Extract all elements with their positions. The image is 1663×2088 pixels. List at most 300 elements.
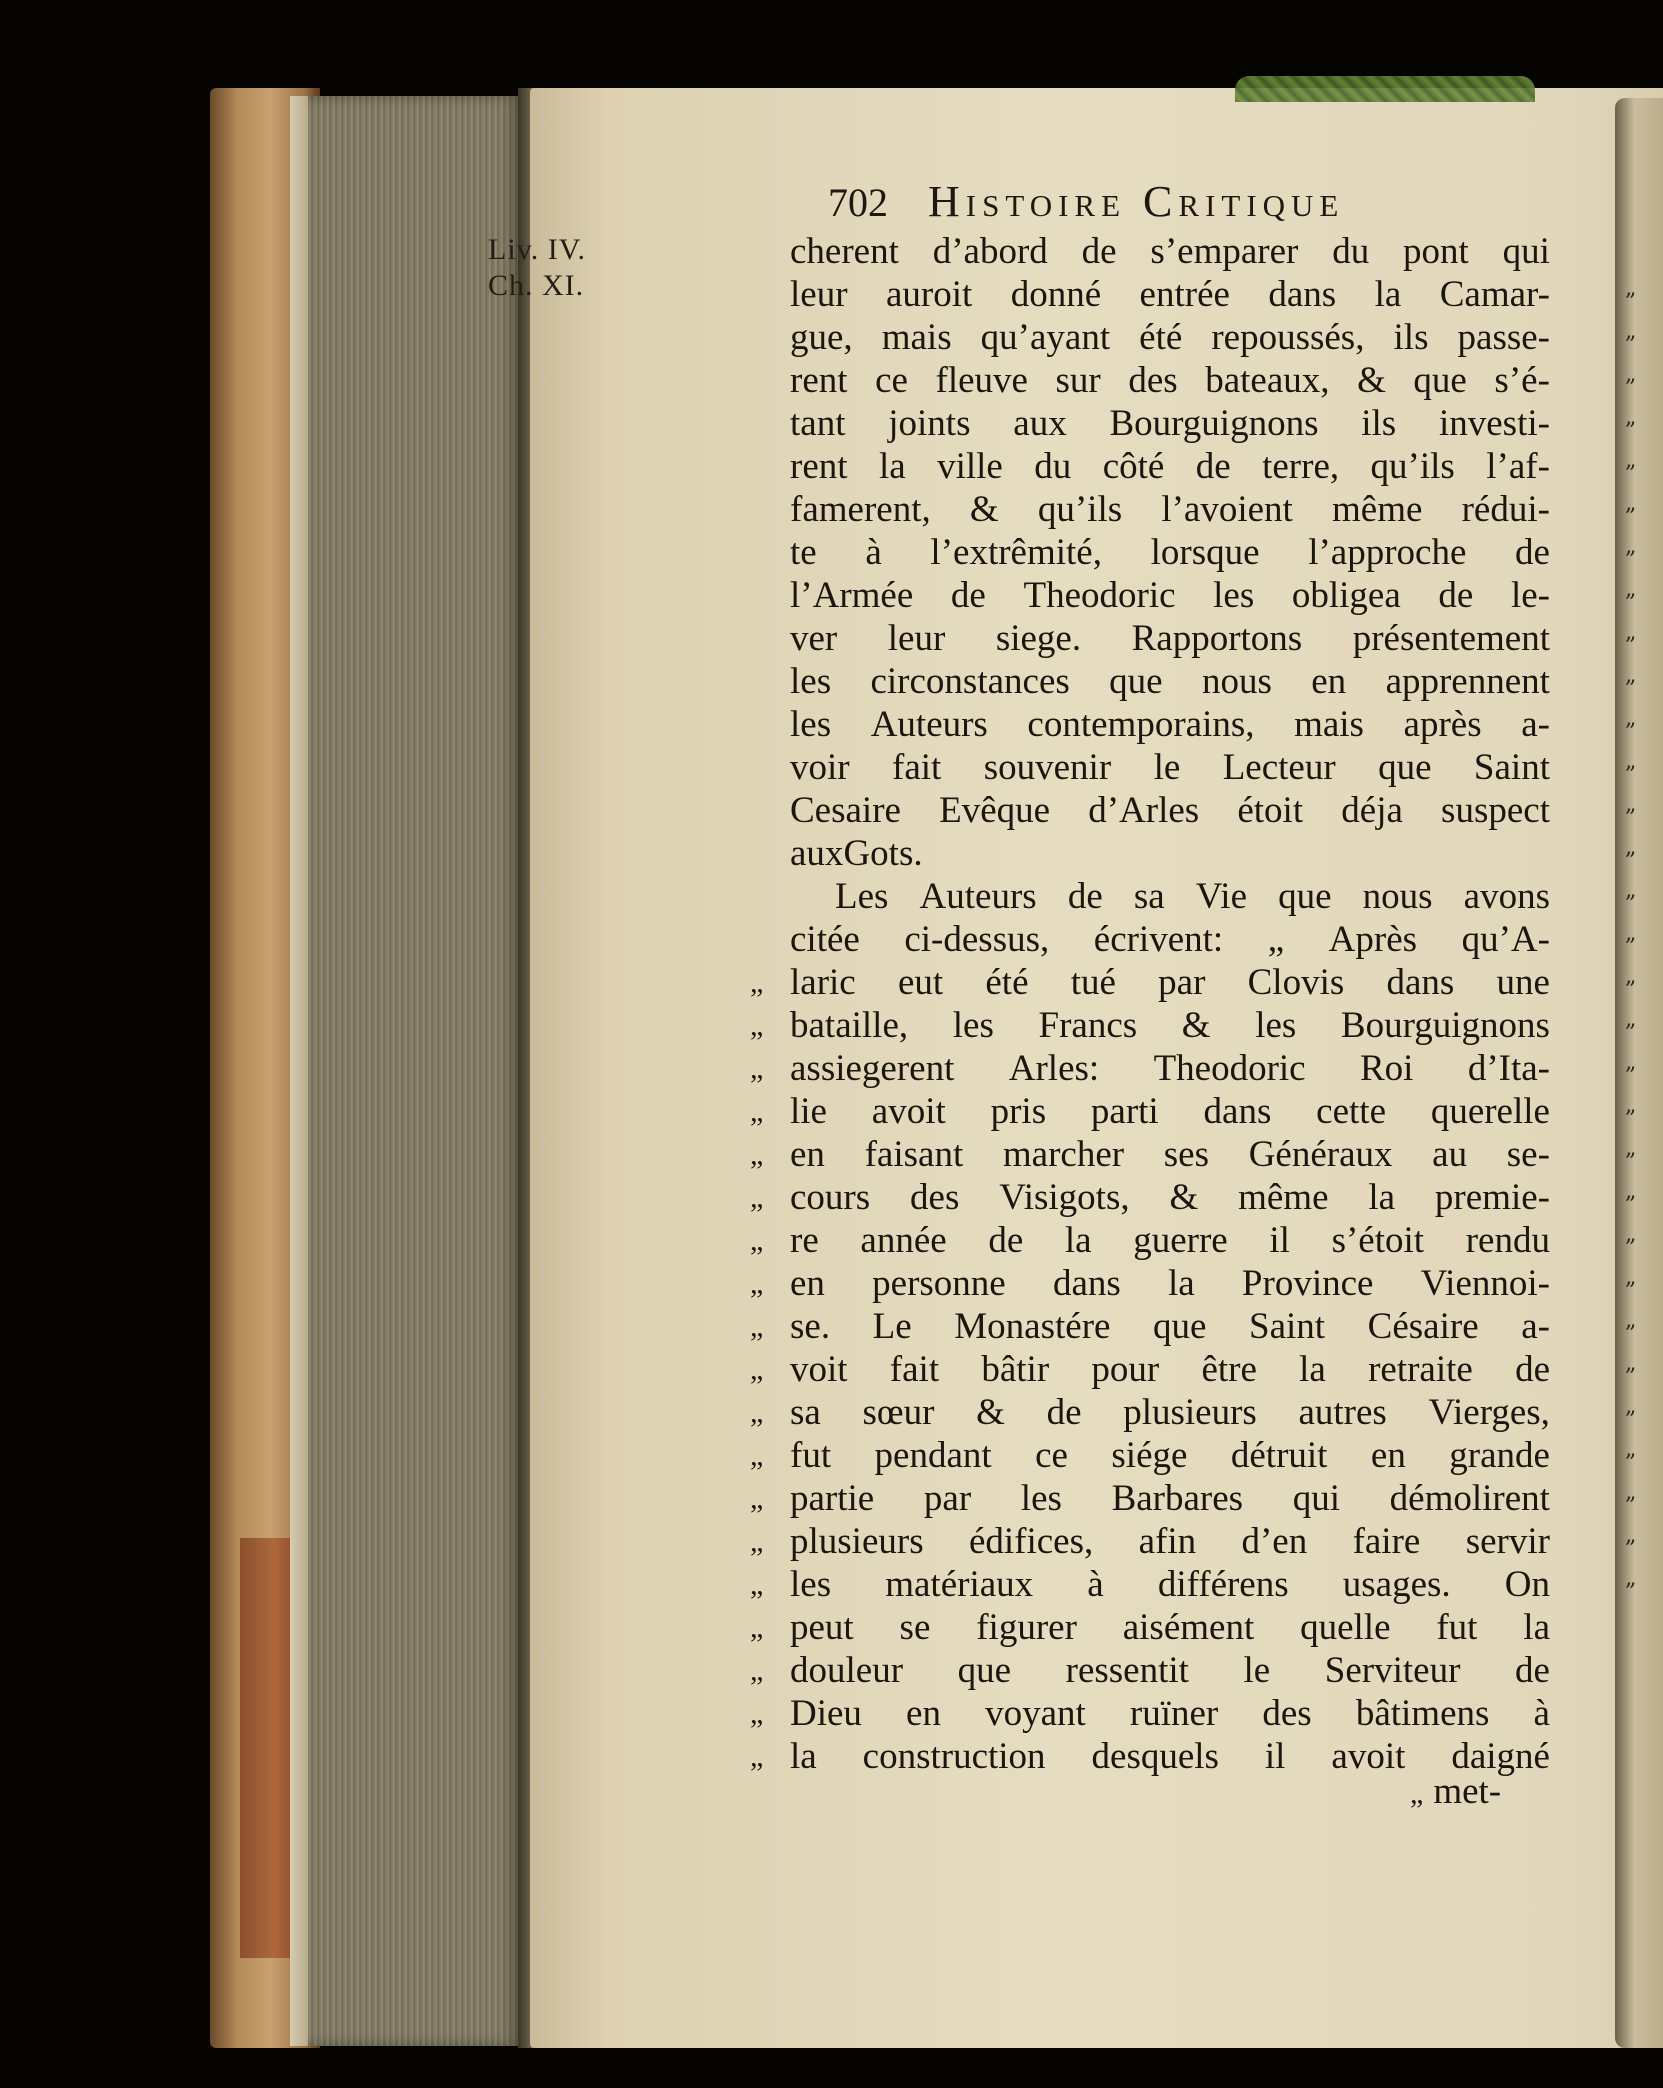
word: guerre [1133,1220,1228,1261]
word: entrée [1139,274,1230,315]
word: la [1064,1220,1092,1261]
word: Après [1328,919,1418,960]
word: en [790,1263,825,1304]
word: rédui- [1461,489,1550,530]
text-line [790,359,1550,402]
word: les [1255,1005,1297,1046]
word: déja [1341,790,1403,831]
word: l’approche [1308,532,1467,573]
word: bataille, [790,1005,909,1046]
word: la [1168,1263,1195,1304]
word: Vierges, [1428,1392,1550,1433]
word: aisément [1122,1607,1255,1648]
word: daigné [1451,1736,1550,1777]
word: Barbares [1111,1478,1244,1519]
word: figurer [976,1607,1077,1648]
word: Camar- [1439,274,1550,315]
word: Viennoi- [1420,1263,1550,1304]
word: ville [937,446,1003,487]
text-line [790,574,1550,617]
word: qui [1502,231,1550,272]
text-line [790,875,1550,918]
quote-mark: „ [750,1009,764,1042]
word: Dieu [790,1693,862,1734]
word: côté [1102,446,1165,487]
word: ils [1393,317,1429,358]
word: ver [790,618,838,659]
word: voit [790,1349,848,1390]
word: la [1523,1607,1550,1648]
word: desquels [1091,1736,1219,1777]
text-line [750,1219,1550,1262]
word: Francs [1038,1005,1138,1046]
word: ils [1361,403,1397,444]
text-line [790,316,1550,359]
word: Auteurs [870,704,988,745]
word: du [1034,446,1072,487]
word: usages. [1342,1564,1451,1605]
word: voyant [985,1693,1086,1734]
word: nous [1201,661,1272,702]
word: la [1299,1349,1326,1390]
quote-mark: „ [750,1568,764,1601]
word: se. [790,1306,831,1347]
facing-page-quote-mark: „ [1625,1480,1637,1505]
facing-page-quote-mark: „ [1625,405,1637,430]
word: de [1067,876,1103,917]
word: différens [1157,1564,1289,1605]
word: partie [790,1478,875,1519]
word: voir [790,747,850,788]
word: de [1195,446,1231,487]
word: Cesaire [790,790,901,831]
sidenote-book: Liv. IV. [488,233,586,266]
word: leur [887,618,946,659]
text-line [750,1262,1550,1305]
word: nous [1362,876,1433,917]
text-line [750,1563,1550,1606]
word: le [1153,747,1181,788]
word: assiegerent [790,1048,955,1089]
quote-mark: „ [750,1482,764,1515]
word: tué [1070,962,1116,1003]
word: querelle [1430,1091,1550,1132]
facing-page-quote-mark: „ [1625,921,1637,946]
word: même [1238,1177,1329,1218]
word: à [1087,1564,1104,1605]
text-line [790,230,1550,273]
word: s’emparer [1150,231,1299,272]
word: & [1181,1005,1211,1046]
word: auroit [885,274,973,315]
facing-page-quote-mark: „ [1625,319,1637,344]
word: te [790,532,817,573]
text-line [790,445,1550,488]
word: passe- [1457,317,1550,358]
facing-page-quote-mark: „ [1625,792,1637,817]
word: que [1413,360,1467,401]
facing-page-quote-mark: „ [1625,1437,1637,1462]
word: servir [1465,1521,1550,1562]
word: la [790,1736,817,1777]
facing-page-quote-mark: „ [1625,1523,1637,1548]
facing-page-quote-mark: „ [1625,1308,1637,1333]
word: fut [1436,1607,1478,1648]
facing-page-quote-mark: „ [1625,362,1637,387]
body-text [750,230,1550,1778]
word: de [1515,532,1550,573]
word: Visigots, [999,1177,1130,1218]
word: les [952,1005,994,1046]
word: qu’ils [1037,489,1123,530]
word: par [923,1478,972,1519]
word: une [1496,962,1550,1003]
quote-mark: „ [750,1439,764,1472]
word: afin [1138,1521,1197,1562]
word: plusieurs [790,1521,924,1562]
word: plusieurs [1123,1392,1257,1433]
word: bâtimens [1355,1693,1490,1734]
word: personne [872,1263,1006,1304]
word: terre, [1262,446,1340,487]
facing-page-quote-mark: „ [1625,577,1637,602]
word: l’avoient [1161,489,1293,530]
word: sœur [862,1392,935,1433]
word: souvenir [983,747,1112,788]
word: sa [1133,876,1165,917]
quote-mark: „ [750,1224,764,1257]
quote-mark: „ [750,1654,764,1687]
text-line [750,1520,1550,1563]
facing-page-quote-mark: „ [1625,620,1637,645]
text-line [750,1606,1550,1649]
word: avoit [871,1091,946,1132]
word: Les [835,876,889,917]
page-block [290,96,520,2046]
facing-page-quote-mark: „ [1625,1351,1637,1376]
facing-page-quote-mark: „ [1625,1566,1637,1591]
word: sa [790,1392,821,1433]
word: grande [1449,1435,1550,1476]
catchword [1410,1770,1501,1813]
word: dans [1052,1263,1121,1304]
word: & [1357,360,1386,401]
word: fait [889,1349,940,1390]
word: lorsque [1150,532,1260,573]
text-line [750,1047,1550,1090]
word: faire [1352,1521,1421,1562]
word: étoit [1237,790,1304,831]
word: les [1213,575,1255,616]
word: qu’A- [1461,919,1550,960]
quote-mark: „ [750,1740,764,1773]
word: laric [790,962,856,1003]
word: douleur [790,1650,904,1691]
word: & [976,1392,1005,1433]
text-line [750,1004,1550,1047]
text-line [790,273,1550,316]
word: marcher [1002,1134,1125,1175]
word: On [1504,1564,1550,1605]
text-line [750,1434,1550,1477]
word: re [790,1220,819,1261]
word: les [790,1564,832,1605]
word: premie- [1434,1177,1550,1218]
word: après [1403,704,1482,745]
word: année [860,1220,947,1261]
word: dans [1203,1091,1272,1132]
word: faisant [864,1134,964,1175]
word: parti [1090,1091,1159,1132]
word: aux [1013,403,1067,444]
word: Auteurs [919,876,1037,917]
word: cherent [790,231,899,272]
word: avoit [1331,1736,1406,1777]
word: repoussés, [1211,317,1365,358]
word: même [1332,489,1423,530]
word: la [1374,274,1402,315]
word: fleuve [935,360,1028,401]
text-line [750,1391,1550,1434]
word: a- [1521,1306,1550,1347]
word: le- [1510,575,1550,616]
word: siege. [995,618,1082,659]
facing-page-quote-mark: „ [1625,1093,1637,1118]
text-line [750,1649,1550,1692]
word: que [1278,876,1332,917]
text-line [790,531,1550,574]
word: siége [1111,1435,1188,1476]
word: que [1109,661,1163,702]
word: mais [1294,704,1364,745]
word: tant [790,403,846,444]
facing-page-quote-mark: „ [1625,534,1637,559]
sidenote-chapter: Ch. XI. [488,269,585,302]
facing-page-quote-mark: „ [1625,835,1637,860]
word: d’Ita- [1467,1048,1550,1089]
word: ci-dessus, [904,919,1050,960]
word: Province [1241,1263,1374,1304]
word: à [865,532,882,573]
word: d’en [1241,1521,1308,1562]
facing-page-quote-mark: „ [1625,706,1637,731]
quote-mark: „ [750,1396,764,1429]
word: gue, [790,317,853,358]
facing-page-quote-mark: „ [1625,491,1637,516]
running-title: Histoire Critique [928,177,1345,226]
word: joints [888,403,971,444]
word: Serviteur [1324,1650,1461,1691]
word: les [790,704,832,745]
word: la [1368,1177,1396,1218]
text-line [790,918,1550,961]
word: pont [1403,231,1469,272]
facing-page-quote-mark: „ [1625,1007,1637,1032]
word: bateaux, [1205,360,1330,401]
word: par [1158,962,1206,1003]
word: eut [897,962,944,1003]
text-line [750,1176,1550,1219]
word: citée [790,919,860,960]
word: aux [790,833,844,874]
quote-mark: „ [750,1525,764,1558]
text-line [750,1348,1550,1391]
word: investi- [1438,403,1550,444]
word: Césaire [1367,1306,1479,1347]
word: rent [790,360,848,401]
text-line [790,703,1550,746]
word: famerent, [790,489,931,530]
word: rendu [1465,1220,1550,1261]
word: autres [1298,1392,1387,1433]
word: détruit [1230,1435,1328,1476]
word: être [1201,1349,1257,1390]
word: Généraux [1248,1134,1393,1175]
word: dans [1268,274,1337,315]
word: de [988,1220,1024,1261]
word: Gots. [843,833,923,874]
margin-sidenote [488,232,586,304]
text-line [790,832,1550,875]
word: donné [1010,274,1102,315]
word: du [1332,231,1370,272]
quote-mark: „ [750,1181,764,1214]
quote-mark: „ [750,1052,764,1085]
text-line [750,1477,1550,1520]
word: démolirent [1389,1478,1550,1519]
word: pour [1091,1349,1160,1390]
word: & [1169,1177,1199,1218]
word: d’abord [932,231,1048,272]
text-line [750,1090,1550,1133]
word: sur [1055,360,1101,401]
facing-page-quote-mark: „ [1625,878,1637,903]
word: & [969,489,999,530]
word: retraite [1368,1349,1473,1390]
word: Vie [1195,876,1247,917]
word: ruïner [1129,1693,1219,1734]
text-line [750,1305,1550,1348]
facing-page-quote-mark: „ [1625,663,1637,688]
facing-page-quote-mark: „ [1625,1050,1637,1075]
word: de [1081,231,1117,272]
quote-mark: „ [750,1138,764,1171]
word: apprennent [1385,661,1550,702]
word: ressentit [1065,1650,1189,1691]
word: Arles: [1008,1048,1100,1089]
word: les [1020,1478,1062,1519]
word: que [1378,747,1432,788]
word: l’extrêmité, [930,532,1102,573]
word: que [957,1650,1012,1691]
word: édifices, [968,1521,1094,1562]
word: a- [1521,704,1550,745]
facing-page-quote-mark: „ [1625,1222,1637,1247]
word: Rapportons [1131,618,1303,659]
word: fait [892,747,942,788]
page-header [828,176,1468,227]
word: été [1139,317,1183,358]
word: lie [790,1091,827,1132]
facing-page-quote-mark: „ [1625,448,1637,473]
word: présentement [1352,618,1550,659]
facing-page-quote-mark: „ [1625,749,1637,774]
word: de [1515,1650,1550,1691]
word: à [1533,1693,1550,1734]
word: il [1264,1736,1286,1777]
facing-page-quote-mark: „ [1625,964,1637,989]
word: bâtir [981,1349,1050,1390]
word: „ [1267,919,1285,960]
word: cette [1316,1091,1386,1132]
word: que [1153,1306,1207,1347]
word: s’é- [1494,360,1550,401]
word: ce [875,360,908,401]
catchword-text: met- [1433,1771,1502,1812]
quote-mark: „ [750,1697,764,1730]
word: Saint [1249,1306,1326,1347]
word: avons [1463,876,1550,917]
facing-page-quote-mark: „ [1625,1265,1637,1290]
word: matériaux [885,1564,1034,1605]
text-line [750,1692,1550,1735]
word: s’étoit [1331,1220,1425,1261]
word: Evêque [939,790,1051,831]
word: qui [1292,1478,1340,1519]
word: d’Arles [1088,790,1200,831]
word: ce [1035,1435,1068,1476]
word: l’af- [1486,446,1550,487]
facing-page-quote-mark: „ [1625,1179,1637,1204]
word: au [1432,1134,1468,1175]
word: Roi [1359,1048,1414,1089]
quote-mark: „ [750,1095,764,1128]
word: pris [990,1091,1047,1132]
word: de [1046,1392,1082,1433]
word: des [910,1177,960,1218]
facing-page-quote-mark: „ [1625,1394,1637,1419]
word: Bourguignons [1109,403,1319,444]
word: Le [872,1306,912,1347]
word: Theodoric [1023,575,1176,616]
word: se [899,1607,931,1648]
text-line [790,789,1550,832]
word: de [950,575,986,616]
word: en [1370,1435,1406,1476]
word: construction [862,1736,1046,1777]
word: la [878,446,906,487]
word: ses [1163,1134,1210,1175]
word: le [1243,1650,1271,1691]
word: cours [790,1177,871,1218]
quote-mark: „ [750,1310,764,1343]
word: rent [790,446,848,487]
word: les [790,661,832,702]
word: obligea [1291,575,1401,616]
word: l’Armée [790,575,914,616]
text-line [790,746,1550,789]
facing-page-quote-mark: „ [1625,1136,1637,1161]
word: de [1515,1349,1550,1390]
quote-mark: „ [750,966,764,999]
word: contemporains, [1027,704,1255,745]
word: leur [790,274,848,315]
word: se- [1506,1134,1550,1175]
page-number: 702 [828,180,888,225]
word: Saint [1473,747,1550,788]
word: écrivent: [1093,919,1224,960]
word: Monastére [954,1306,1111,1347]
